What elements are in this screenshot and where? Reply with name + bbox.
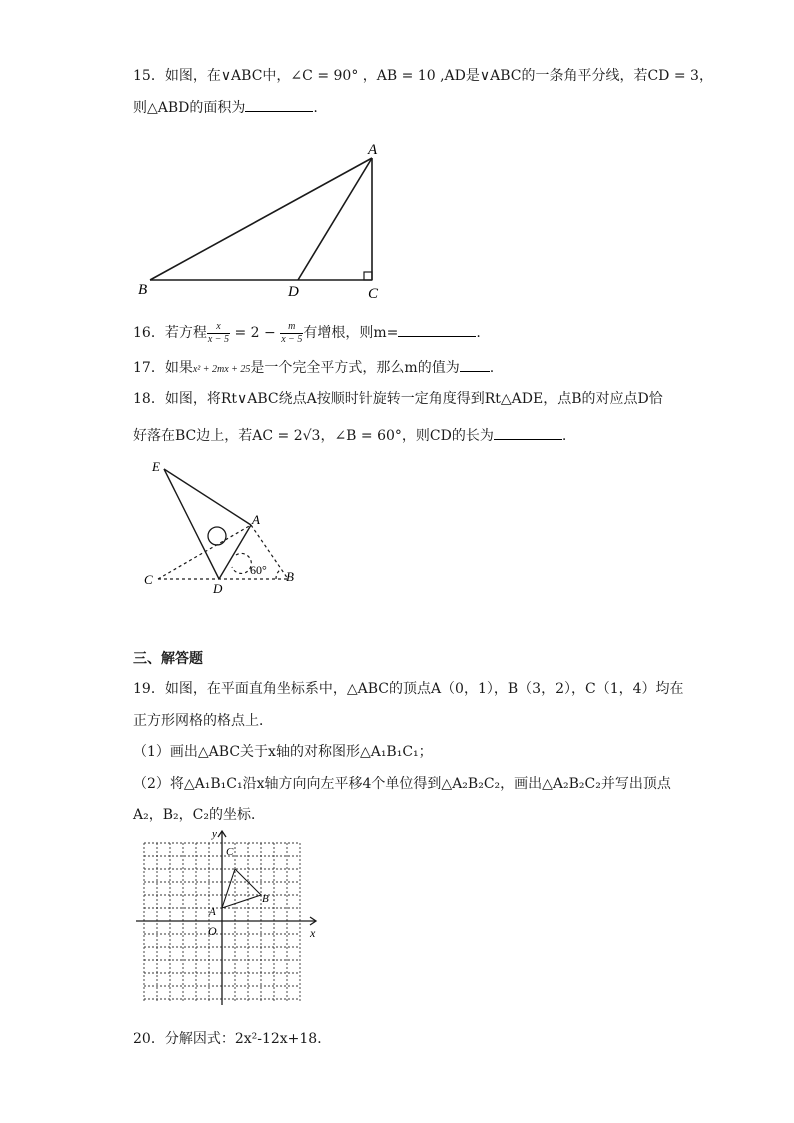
label-C: C <box>368 286 379 302</box>
label-D: D <box>213 581 223 596</box>
label-B: B <box>286 569 294 584</box>
label-A: A <box>368 142 378 158</box>
q19-line3: （1）画出△ABC关于x轴的对称图形△A₁B₁C₁； <box>133 744 433 760</box>
fraction-2: $\frac{m}{x - 5}$ <box>281 320 303 345</box>
label-B: B <box>138 282 148 298</box>
label-A: A <box>252 512 260 527</box>
q15-line1: 15．如图，在∨ABC中，∠C = 90° ，AB = 10 ,AD是∨ABC的一条角平分线，若CD = 3， <box>133 68 713 84</box>
answer-blank[interactable] <box>494 425 562 440</box>
q17-line: 17．如果x² + 2mx + 25是一个完全平方式，那么m的值为 . <box>133 357 494 380</box>
answer-blank[interactable] <box>398 322 476 337</box>
answer-blank[interactable] <box>245 97 313 112</box>
q19-line1: 19．如图，在平面直角坐标系中，△ABC的顶点A（0，1），B（3，2），C（1，4）均在 <box>133 681 684 697</box>
triangle-abc <box>222 869 261 908</box>
q16-line: 16．若方程 $\frac{x}{x - 5}$ = 2 − $\frac{m}{x - 5}$ 有增根，则m= . <box>133 320 481 345</box>
origin-label: O <box>208 924 217 938</box>
label-C: C <box>144 572 153 587</box>
q15-line2: 则△ABD的面积为 . <box>133 97 318 118</box>
q17-expression: x² + 2mx + 25 <box>192 364 251 375</box>
q19-line4: （2）将△A₁B₁C₁沿x轴方向向左平移4个单位得到△A₂B₂C₂，画出△A₂B₂C₂并写出顶点 <box>133 776 671 792</box>
angle-60-label: 60° <box>250 563 267 577</box>
q18-rotation-figure <box>140 455 310 600</box>
label-E: E <box>152 459 160 474</box>
point-c-label: C <box>226 846 234 858</box>
point-a-label: A <box>209 906 216 918</box>
q19-line5: A₂，B₂，C₂的坐标． <box>133 807 265 823</box>
fraction-1: $\frac{x}{x - 5}$ <box>207 320 230 345</box>
label-D: D <box>288 284 299 300</box>
q20-line: 20．分解因式：2x²-12x+18． <box>133 1031 332 1047</box>
coordinate-grid-figure <box>130 825 335 1010</box>
q15-line2-text: 则△ABD的面积为 <box>133 100 246 116</box>
circle-mark <box>208 527 226 545</box>
q15-triangle-figure <box>130 138 390 303</box>
answer-blank[interactable] <box>460 357 490 372</box>
x-axis-label: x <box>310 926 316 940</box>
q19-line2: 正方形网格的格点上． <box>133 713 273 729</box>
section-heading: 三、解答题 <box>133 651 203 667</box>
q18-line1: 18．如图，将Rt∨ABC绕点A按顺时针旋转一定角度得到Rt△ADE，点B的对应点D恰 <box>133 391 663 407</box>
q18-line2: 好落在BC边上，若AC = 2√3，∠B = 60°，则CD的长为 . <box>133 425 566 446</box>
y-axis-label: y <box>212 828 217 840</box>
point-b-label: B <box>262 893 269 905</box>
